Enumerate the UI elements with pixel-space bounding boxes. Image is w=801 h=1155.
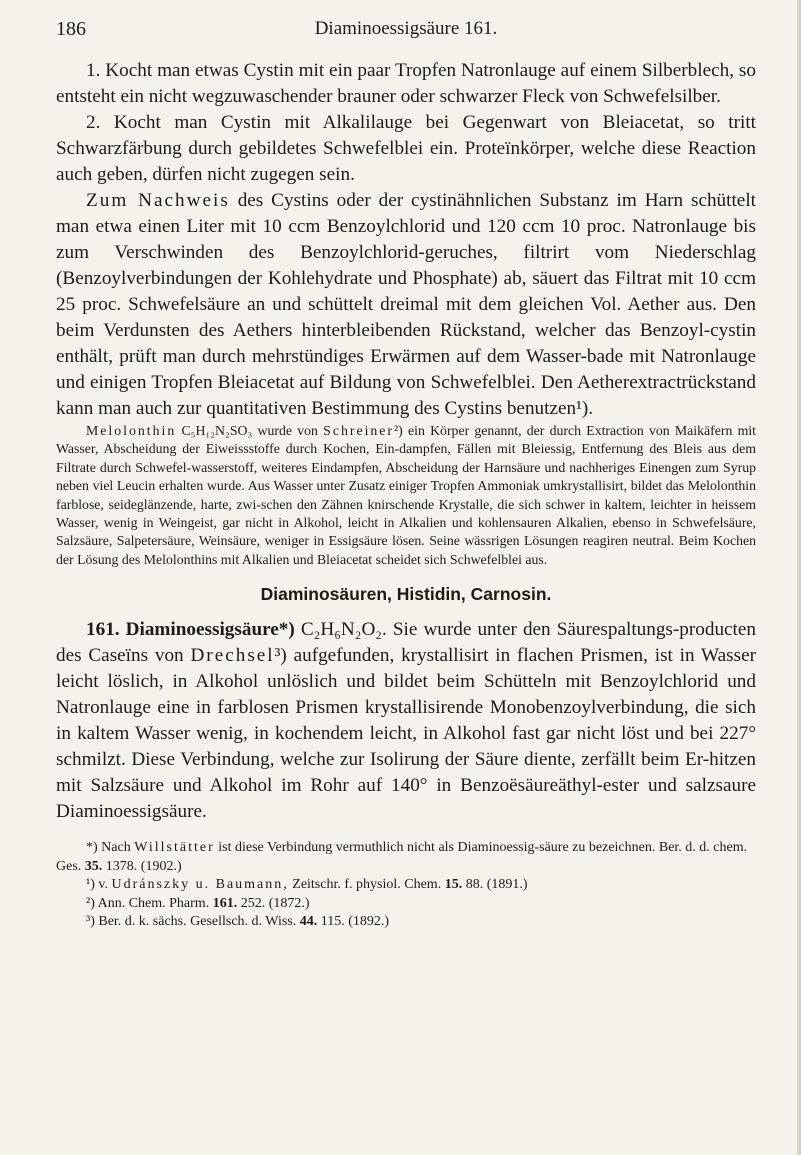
footnote-1-author: Udránszky u. Baumann, — [111, 877, 289, 893]
paragraph-2: 2. Kocht man Cystin mit Alkalilauge bei Gegenwart von Bleiacetat, so tritt Schwarzfärbung durch gebildetes Schwefelblei ein. Proteïnkörper, welche diese Reaction auch geben, dürfen nicht zugegen sein. — [56, 112, 756, 185]
melolonthin-name: Melolonthin — [86, 423, 177, 438]
footnote-2-volume: 161. — [212, 895, 238, 911]
footnote-star-author: Willstätter — [134, 840, 215, 856]
footnote-star-text: ist diese Verbindung vermuthlich nicht als Diaminoessig-säure zu bezeichnen. Ber. d. d. chem. Ges. — [56, 840, 748, 874]
running-title: Diaminoessigsäure 161. — [314, 18, 498, 39]
entry-161-author: Drechsel — [190, 645, 275, 667]
footnote-3-text: ³) Ber. d. k. sächs. Gesellsch. d. Wiss. — [86, 914, 300, 930]
footnote-2 — [56, 895, 756, 914]
page-edge-shadow — [797, 0, 801, 1155]
footnote-star — [56, 839, 756, 876]
footnote-1-mark: ¹) v. — [86, 877, 112, 893]
footnote-3-volume: 44. — [299, 914, 318, 930]
nachweis-text: des Cystins oder der cystinähnlichen Substanz im Harn schüttelt man etwa einen Liter mit 10 ccm Benzoylchlorid und 120 ccm 10 proc. Natronlauge bis zum Verschwinden des Benzoylchlorid-geruches, filtrirt vom Niederschlag (Benzoylverbindungen der Kohlehydrate und Phosphate) ab, säuert das Filtrat mit 10 ccm 25 proc. Schwefelsäure an und schüttelt dreimal mit dem gleichen Vol. Aether aus. Den beim Verdunsten des Aethers hinterbleibenden Rückstand, welcher das Benzoyl-cystin enthält, prüft man durch mehrstündiges Erwärmen auf dem Wasser-bade mit Natronlauge und einigen Tropfen Bleiacetat auf Bildung von Schwefelblei. Den Aetherextractrückstand kann man auch zur quantitativen Bestimmung des Cystins benutzen¹). — [56, 190, 756, 419]
paragraph-161 — [56, 617, 756, 825]
footnote-1-text: Zeitschr. f. physiol. Chem. — [288, 877, 445, 893]
footnote-star-mark: *) Nach — [86, 840, 135, 856]
footnote-3 — [56, 913, 756, 932]
main-text — [56, 58, 756, 932]
paragraph-1: 1. Kocht man etwas Cystin mit ein paar Tropfen Natronlauge auf einem Silberblech, so entsteht ein nicht wegzuwaschender brauner oder schwarzer Fleck von Schwefelsilber. — [56, 60, 756, 107]
footnote-2-text: ²) Ann. Chem. Pharm. — [86, 895, 213, 911]
melolonthin-author: Schreiner — [323, 423, 395, 438]
footnote-3-tail: 115. (1892.) — [317, 914, 390, 930]
page-number: 186 — [56, 18, 86, 40]
melolonthin-formula: C₅H₁₂N₂SO₃ wurde von — [176, 423, 324, 438]
melolonthin-text: ²) ein Körper genannt, der durch Extraction von Maikäfern mit Wasser, Abscheidung der Eiweissstoffe durch Kochen, Ein-dampfen, Fällen mit Bleiessig, Entfernung des Bleis aus dem Filtrate durch Schwefel-wasserstoff, weiteres Eindampfen, Abscheidung der Harnsäure und nachheriges Einengen zum Syrup neben viel Leucin erhalten wurde. Aus Wasser unter Zusatz einiger Tropfen Ammoniak umkrystallisirt, bildet das Melolonthin farblose, seideglänzende, harte, zwi-schen den Zähnen knirschende Krystalle, die sich schwer in kaltem, leichter in heissem Wasser, wenig in Weingeist, gar nicht in Alkohol, leicht in Alkalien und kohlensauren Alkalien, ebenso in Schwefelsäure, Salzsäure, Salpetersäure, Weinsäure, weniger in Essigsäure lösen. Seine wässrigen Lösungen reagiren neutral. Beim Kochen der Lösung des Melolonthins mit Alkalien und Bleiacetat scheidet sich Schwefelblei aus. — [56, 423, 756, 567]
footnote-2-tail: 252. (1872.) — [237, 895, 310, 911]
page-header — [56, 18, 756, 48]
footnote-star-tail: 1378. (1902.) — [102, 858, 182, 874]
entry-161-heading: 161. Diaminoessigsäure*) — [86, 619, 295, 641]
footnote-star-volume: 35. — [84, 858, 103, 874]
paragraph-nachweis — [56, 188, 756, 422]
melolonthin-note — [56, 422, 756, 569]
entry-161-text: ³) aufgefunden, krystallisirt in flachen Prismen, ist in Wasser leicht löslich, in Alkohol unlöslich und bildet beim Schütteln mit Benzoylchlorid und Natronlauge eine in farblosen Prismen krystallisirende Monobenzoylverbindung, die sich in kaltem Wasser wenig, in kochendem leicht, in Alkohol fast gar nicht löst und bei 227° schmilzt. Diese Verbindung, welche zur Isolirung der Säure diente, zerfällt beim Er-hitzen mit Salzsäure und Alkohol im Rohr auf 140° in Benzoësäureäthyl-ester und salzsaure Diaminoessigsäure. — [56, 645, 756, 823]
nachweis-heading: Zum Nachweis — [86, 190, 230, 211]
footnote-1 — [56, 876, 756, 895]
section-heading: Diaminosäuren, Histidin, Carnosin. — [260, 584, 552, 605]
footnote-1-volume: 15. — [444, 877, 463, 893]
entry-161-formula: C₂H₆N₂O₂. Sie wurde unter den Säurespaltungs-producten des Caseïns von — [56, 619, 757, 667]
footnote-1-tail: 88. (1891.) — [462, 877, 528, 893]
footnotes — [56, 839, 756, 932]
